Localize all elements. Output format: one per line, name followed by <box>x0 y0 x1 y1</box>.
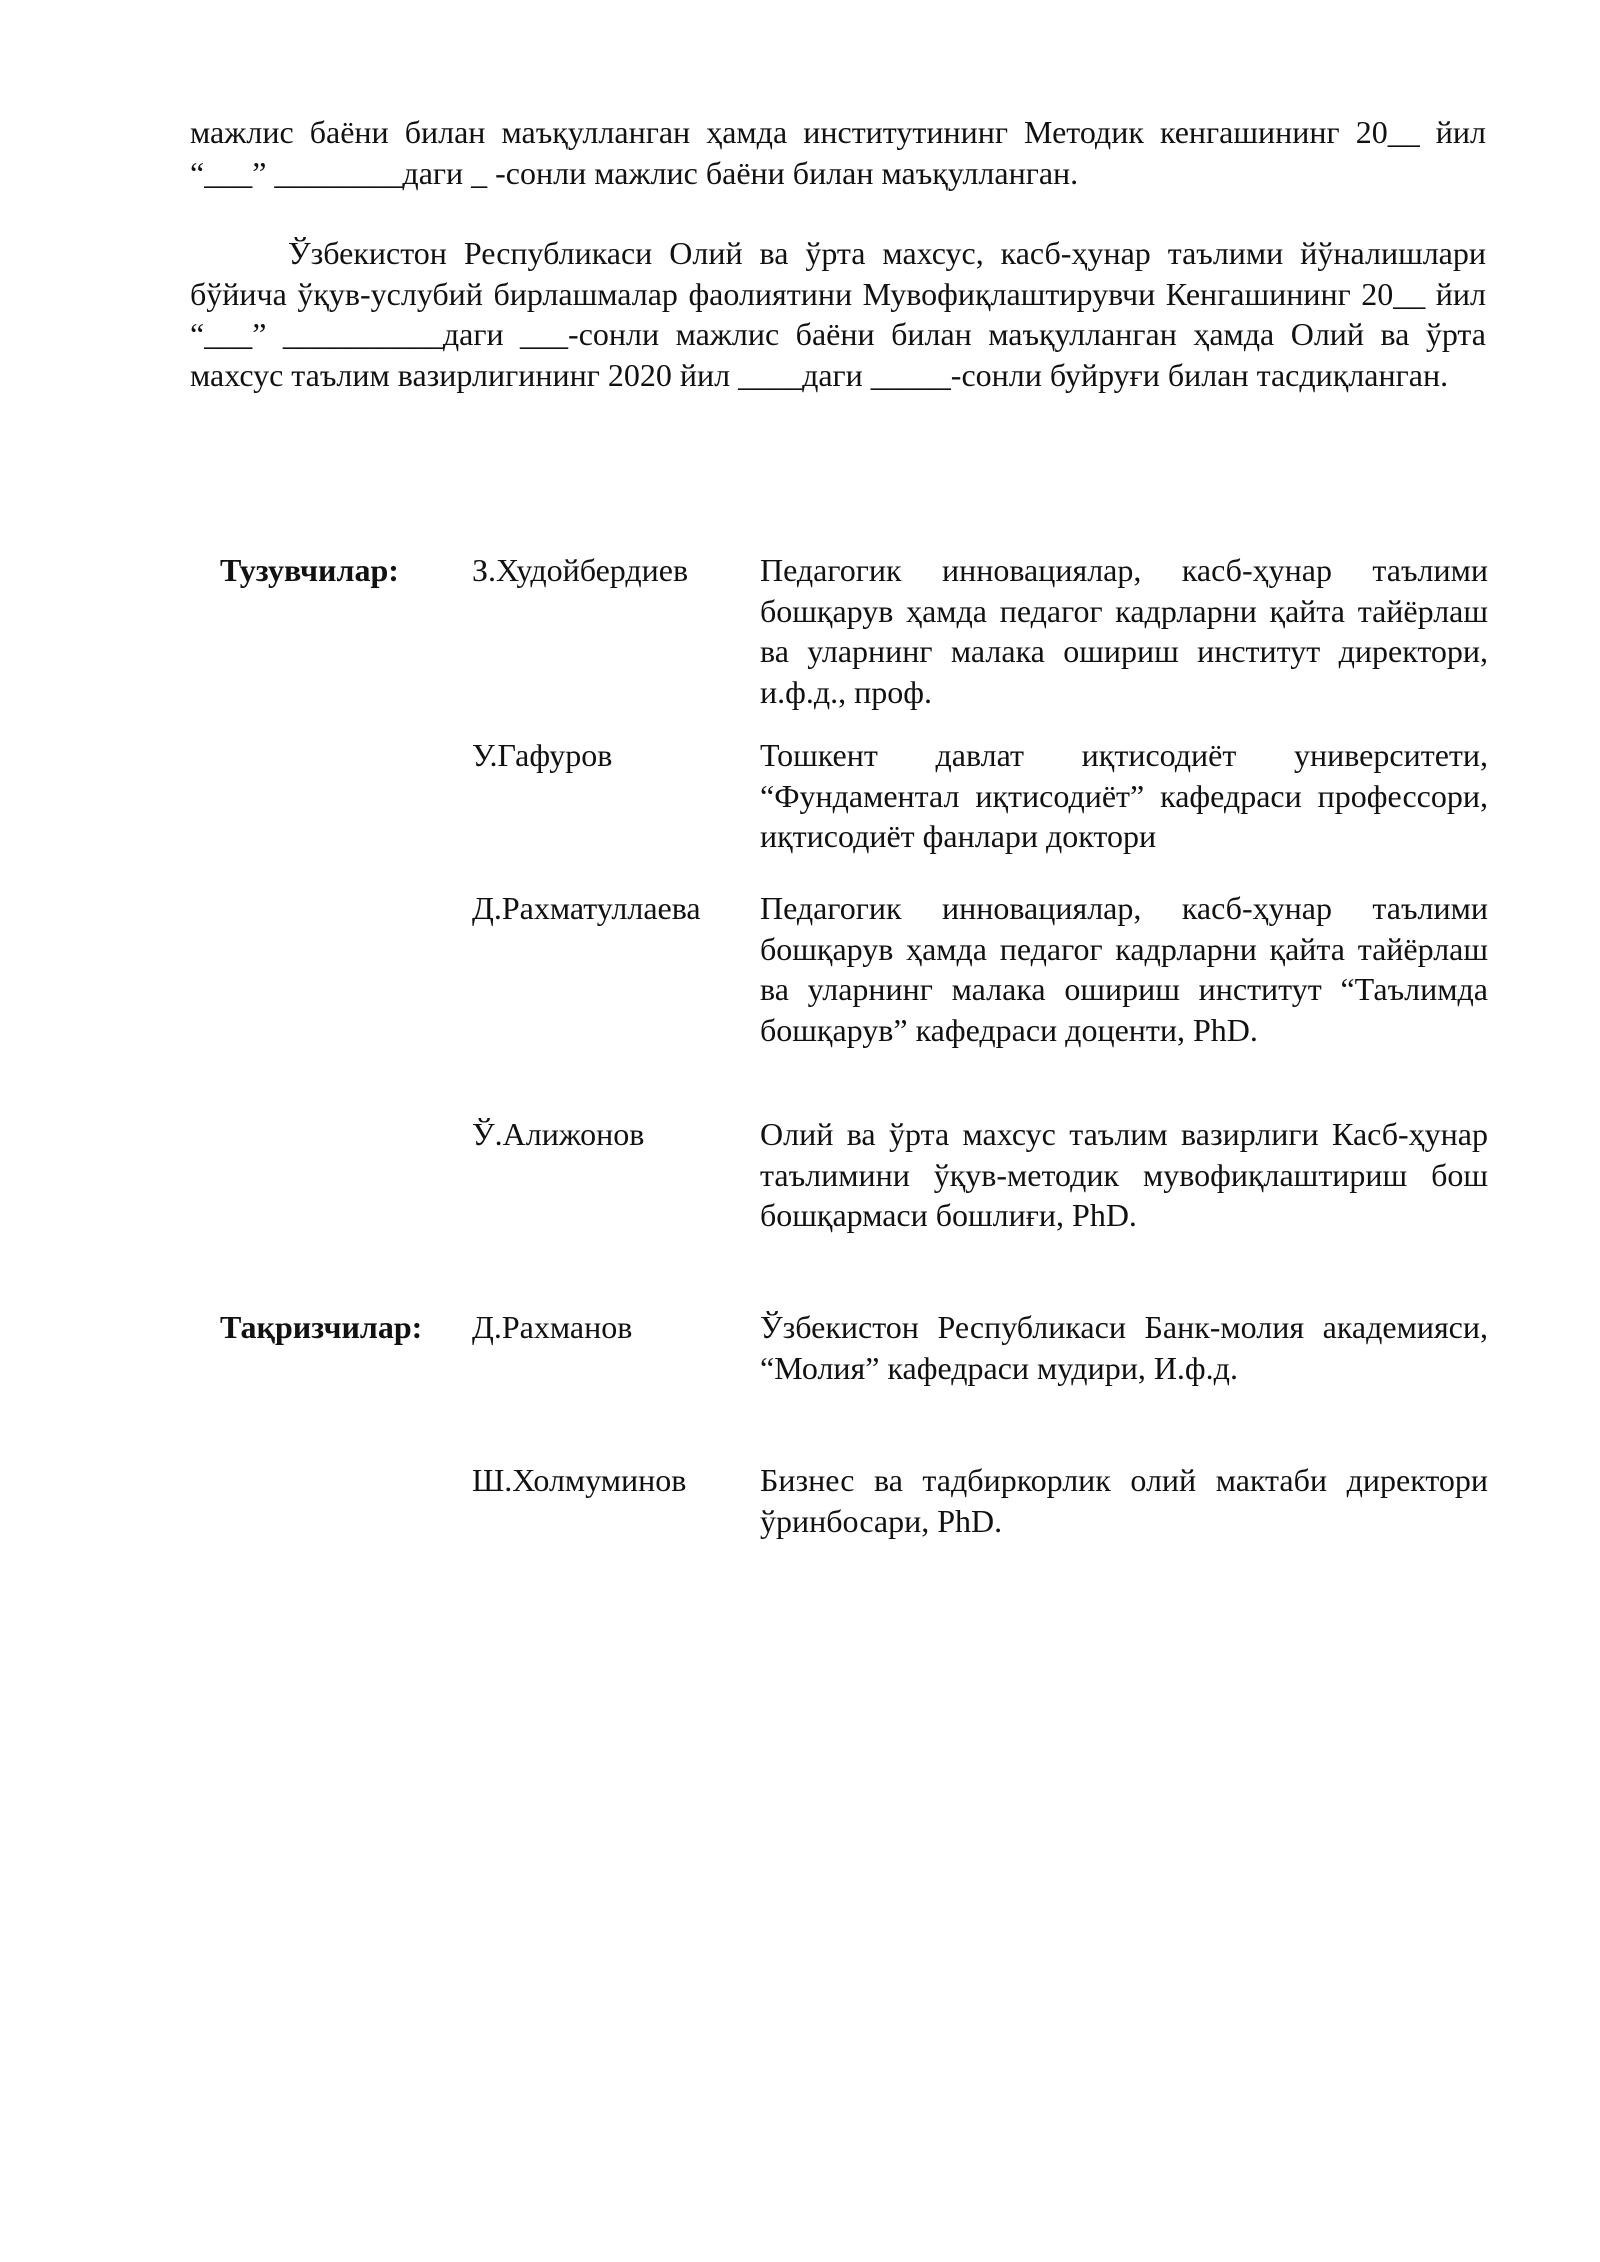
compiler-name: З.Худойбердиев <box>472 552 689 588</box>
compilers-label: Тузувчилар: <box>220 552 399 588</box>
reviewer-description: Ўзбекистон Республикаси Банк-молия академияси, “Молия” кафедраси мудири, И.ф.д. <box>760 1309 1488 1386</box>
compiler-name: У.Гафуров <box>472 737 613 773</box>
compiler-description: Педагогик инновациялар, касб-ҳунар таълими бошқарув ҳамда педагог кадрларни қайта тайёрлаш ва уларнинг малака ошириш институт директори, и.ф.д., проф. <box>760 552 1488 710</box>
reviewer-name: Д.Рахманов <box>472 1309 633 1345</box>
compiler-name: Д.Рахматуллаева <box>472 890 701 926</box>
intro-paragraph-2: Ўзбекистон Республикаси Олий ва ўрта махсус, касб-ҳунар таълими йўналишлари бўйича ўқув-услубий бирлашмалар фаолиятини Мувофиқлаштирувчи Кенгашининг 20__ йил “___” __________даги ___-сонли мажлис баёни билан маъқулланган ҳамда Олий ва ўрта махсус таълим вазирлигининг 2020 йил ____даги _____-сонли буйруғи билан тасдиқланган. <box>190 235 1486 393</box>
intro-section <box>190 112 1486 395</box>
compiler-name: Ў.Алижонов <box>472 1116 645 1152</box>
reviewer-name: Ш.Холмуминов <box>472 1462 687 1498</box>
intro-paragraph-1: мажлис баёни билан маъқулланган ҳамда институтининг Методик кенгашининг 20__ йил “___” ________даги _ -сонли мажлис баёни билан маъқулланган. <box>190 114 1486 191</box>
compiler-description: Олий ва ўрта махсус таълим вазирлиги Касб-ҳунар таълимини ўқув-методик мувофиқлаштириш бош бошқармаси бошлиғи, PhD. <box>760 1116 1488 1233</box>
compiler-description: Тошкент давлат иқтисодиёт университети, “Фундаментал иқтисодиёт” кафедраси профессори, иқтисодиёт фанлари доктори <box>760 737 1488 854</box>
compiler-description: Педагогик инновациялар, касб-ҳунар таълими бошқарув ҳамда педагог кадрларни қайта тайёрлаш ва уларнинг малака ошириш институт “Таълимда бошқарув” кафедраси доценти, PhD. <box>760 890 1488 1048</box>
reviewer-description: Бизнес ва тадбиркорлик олий мактаби директори ўринбосари, PhD. <box>760 1462 1488 1539</box>
reviewers-label: Тақризчилар: <box>220 1309 423 1345</box>
